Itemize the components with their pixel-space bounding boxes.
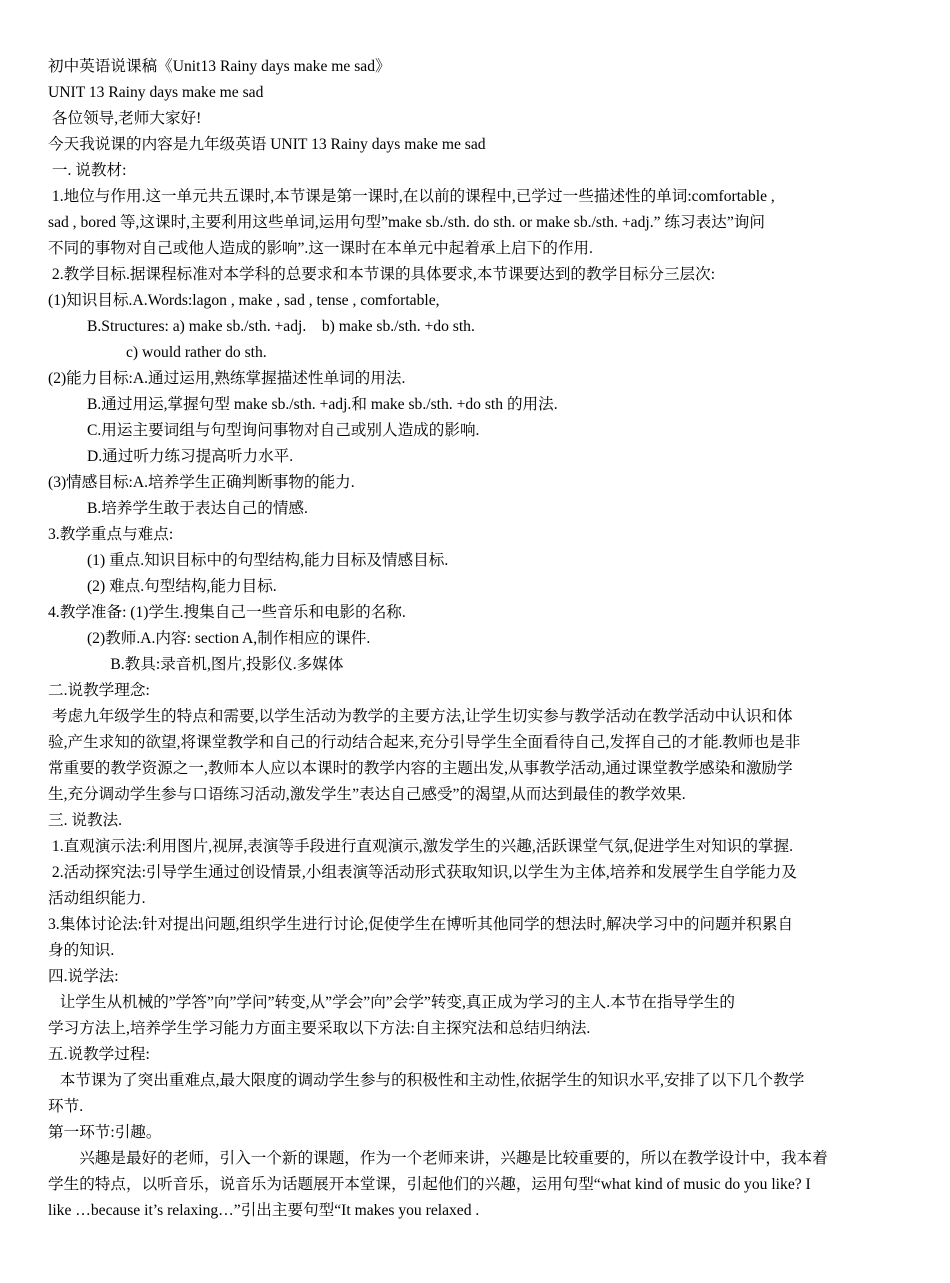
text-line: (3)情感目标:A.培养学生正确判断事物的能力. <box>48 474 355 491</box>
text-line: 环节. <box>48 1098 84 1115</box>
text-line: 不同的事物对自己或他人造成的影响”.这一课时在本单元中起着承上启下的作用. <box>48 240 593 257</box>
text-line: 学习方法上,培养学生学习能力方面主要采取以下方法:自主探究法和总结归纳法. <box>48 1020 591 1037</box>
greeting: 各位领导,老师大家好! <box>48 110 202 127</box>
text-line: 学生的特点，以听音乐，说音乐为话题展开本堂课，引起他们的兴趣，运用句型“what kind of music do you like? I <box>48 1176 811 1193</box>
text-line: like …because it’s relaxing…”引出主要句型“It makes you relaxed . <box>48 1202 480 1219</box>
text-line: 2.教学目标.据课程标准对本学科的总要求和本节课的具体要求,本节课要达到的教学目标分三层次: <box>48 266 716 283</box>
text-line: (2)能力目标:A.通过运用,熟练掌握描述性单词的用法. <box>48 370 406 387</box>
section-heading: 四.说学法: <box>48 968 119 985</box>
text-line: 考虑九年级学生的特点和需要,以学生活动为教学的主要方法,让学生切实参与教学活动在教学活动中认识和体 <box>48 708 793 725</box>
text-line: 身的知识. <box>48 942 115 959</box>
section-heading: 五.说教学过程: <box>48 1046 150 1063</box>
text-line: sad , bored 等,这课时,主要利用这些单词,运用句型”make sb./sth. do sth. or make sb./sth. +adj.” 练习表达”询问 <box>48 214 765 231</box>
unit-title: UNIT 13 Rainy days make me sad <box>48 84 264 101</box>
section-heading: 一. 说教材: <box>48 162 127 179</box>
text-line: 验,产生求知的欲望,将课堂教学和自己的行动结合起来,充分引导学生全面看待自己,发挥自己的才能.教师也是非 <box>48 734 801 751</box>
text-line: 2.活动探究法:引导学生通过创设情景,小组表演等活动形式获取知识,以学生为主体,培养和发展学生自学能力及 <box>48 864 797 881</box>
section-heading: 三. 说教法. <box>48 812 123 829</box>
section-heading: 4.教学准备: (1)学生.搜集自己一些音乐和电影的名称. <box>48 604 406 621</box>
text-line: 常重要的教学资源之一,教师本人应以本课时的教学内容的主题出发,从事教学活动,通过课堂教学感染和激励学 <box>48 760 793 777</box>
text-line: D.通过听力练习提高听力水平. <box>48 448 294 465</box>
section-heading: 二.说教学理念: <box>48 682 150 699</box>
text-line: (1)知识目标.A.Words:lagon , make , sad , tense , comfortable, <box>48 292 440 309</box>
text-line: B.Structures: a) make sb./sth. +adj. b) make sb./sth. +do sth. <box>48 318 475 335</box>
document-page <box>48 54 906 1224</box>
text-line: 1.地位与作用.这一单元共五课时,本节课是第一课时,在以前的课程中,已学过一些描述性的单词:comfortable , <box>48 188 775 205</box>
text-line: 1.直观演示法:利用图片,视屏,表演等手段进行直观演示,激发学生的兴趣,活跃课堂气氛,促进学生对知识的掌握. <box>48 838 794 855</box>
intro-line: 今天我说课的内容是九年级英语 UNIT 13 Rainy days make me sad <box>48 136 486 153</box>
text-line: 本节课为了突出重难点,最大限度的调动学生参与的积极性和主动性,依据学生的知识水平,安排了以下几个教学 <box>48 1072 805 1089</box>
text-line: (2)教师.A.内容: section A,制作相应的课件. <box>48 630 371 647</box>
text-line: c) would rather do sth. <box>48 344 267 361</box>
text-line: B.通过用运,掌握句型 make sb./sth. +adj.和 make sb./sth. +do sth 的用法. <box>48 396 558 413</box>
text-line: 让学生从机械的”学答”向”学问”转变,从”学会”向”会学”转变,真正成为学习的主人.本节在指导学生的 <box>48 994 735 1011</box>
section-heading: 第一环节:引趣。 <box>48 1124 162 1141</box>
doc-title: 初中英语说课稿《Unit13 Rainy days make me sad》 <box>48 58 391 75</box>
text-line: 生,充分调动学生参与口语练习活动,激发学生”表达自己感受”的渴望,从而达到最佳的教学效果. <box>48 786 686 803</box>
text-line: B.教具:录音机,图片,投影仪.多媒体 <box>48 656 344 673</box>
text-line: 活动组织能力. <box>48 890 146 907</box>
text-line: B.培养学生敢于表达自己的情感. <box>48 500 308 517</box>
text-line: C.用运主要词组与句型询问事物对自己或别人造成的影响. <box>48 422 480 439</box>
text-line: (1) 重点.知识目标中的句型结构,能力目标及情感目标. <box>48 552 449 569</box>
section-heading: 3.教学重点与难点: <box>48 526 174 543</box>
text-line: 3.集体讨论法:针对提出问题,组织学生进行讨论,促使学生在博听其他同学的想法时,解决学习中的问题并积累自 <box>48 916 794 933</box>
text-line: 兴趣是最好的老师，引入一个新的课题，作为一个老师来讲，兴趣是比较重要的，所以在教学设计中，我本着 <box>48 1150 828 1167</box>
text-line: (2) 难点.句型结构,能力目标. <box>48 578 277 595</box>
